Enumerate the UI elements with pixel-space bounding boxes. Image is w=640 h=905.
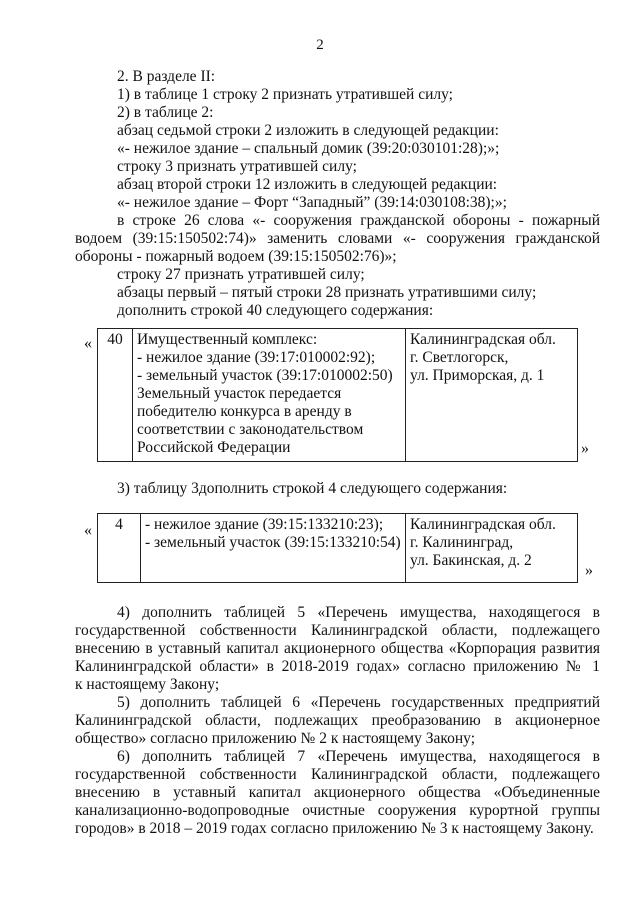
paragraph-line: 6) дополнить таблицей 7 «Перечень имущества, находящегося в bbox=[117, 748, 600, 765]
row-number: 4 bbox=[98, 514, 141, 583]
row-number: 40 bbox=[98, 329, 133, 462]
paragraph-line: 5) дополнить таблицей 6 «Перечень государственных предприятий bbox=[117, 694, 600, 711]
paragraph-line: внесению в уставный капитал акционерного общества «Объединенные bbox=[75, 784, 600, 801]
addr-line: Калининградская обл. bbox=[410, 331, 556, 348]
text-line: 2) в таблице 2: bbox=[117, 104, 214, 121]
paragraph-line: к настоящему Закону; bbox=[75, 676, 220, 693]
text-line: «- нежилое здание – спальный домик (39:20:030101:28);»; bbox=[117, 140, 500, 157]
text-line: абзацы первый – пятый строки 28 признать утратившими силу; bbox=[117, 284, 537, 301]
text-line: строку 27 признать утратившей силу; bbox=[117, 266, 365, 283]
desc-line: Российской Федерации bbox=[137, 439, 291, 456]
desc-line: Имущественный комплекс: bbox=[137, 331, 318, 348]
desc-line: соответствии с законодательством bbox=[137, 421, 364, 438]
open-quote: « bbox=[84, 522, 92, 539]
addr-line: ул. Приморская, д. 1 bbox=[410, 367, 545, 384]
paragraph-line: водоем (39:15:150502:74)» заменить словами «- сооружения гражданской bbox=[75, 230, 600, 247]
text-line: строку 3 признать утратившей силу; bbox=[117, 158, 357, 175]
text-line: 1) в таблице 1 строку 2 признать утратившей силу; bbox=[117, 86, 453, 103]
paragraph-line: в строке 26 слова «- сооружения гражданской обороны - пожарный bbox=[117, 212, 600, 229]
paragraph-line: обороны - пожарный водоем (39:15:150502:76)»; bbox=[75, 248, 397, 265]
paragraph-line: городов» в 2018 – 2019 годах согласно приложению № 3 к настоящему Закону. bbox=[75, 820, 594, 837]
text-line: 2. В разделе II: bbox=[117, 68, 216, 85]
desc-line: - нежилое здание (39:17:010002:92); bbox=[137, 349, 376, 366]
text-line: «- нежилое здание – Форт “Западный” (39:14:030108:38);»; bbox=[117, 194, 507, 211]
addr-line: г. Светлогорск, bbox=[410, 349, 509, 366]
desc-line: - земельный участок (39:15:133210:54) bbox=[145, 534, 401, 551]
paragraph-line: государственной собственности Калининградской области, подлежащего bbox=[75, 622, 600, 639]
open-quote: « bbox=[84, 335, 92, 352]
desc-line: - нежилое здание (39:15:133210:23); bbox=[145, 516, 384, 533]
paragraph-line: внесению в уставный капитал акционерного общества «Корпорация развития bbox=[75, 640, 600, 657]
row-address bbox=[406, 514, 578, 583]
table-row-40 bbox=[97, 328, 578, 462]
paragraph-line: Калининградской области» в 2018-2019 годах» согласно приложению № 1 bbox=[75, 658, 600, 675]
addr-line: г. Калининград, bbox=[410, 534, 514, 551]
row-description bbox=[141, 514, 406, 583]
paragraph-line: государственной собственности Калининградской области, подлежащего bbox=[75, 766, 600, 783]
paragraph-line: Калининградской области, подлежащих преобразованию в акционерное bbox=[75, 712, 600, 729]
addr-line: ул. Бакинская, д. 2 bbox=[410, 552, 532, 569]
row-address bbox=[406, 329, 578, 462]
addr-line: Калининградская обл. bbox=[410, 516, 556, 533]
desc-line: победителю конкурса в аренду в bbox=[137, 403, 352, 420]
desc-line: - земельный участок (39:17:010002:50) bbox=[137, 367, 393, 384]
text-line: дополнить строкой 40 следующего содержания: bbox=[117, 302, 434, 319]
close-quote: » bbox=[581, 440, 589, 457]
text-line: 3) таблицу 3дополнить строкой 4 следующего содержания: bbox=[117, 480, 508, 497]
close-quote: » bbox=[585, 562, 593, 579]
page-number: 2 bbox=[316, 37, 324, 53]
paragraph-line: канализационно-водопроводные очистные сооружения курортной группы bbox=[75, 802, 600, 819]
text-line: абзац седьмой строки 2 изложить в следующей редакции: bbox=[117, 122, 499, 139]
paragraph-line: общество» согласно приложению № 2 к настоящему Закону; bbox=[75, 730, 475, 747]
table-row-4 bbox=[97, 513, 578, 583]
paragraph-line: 4) дополнить таблицей 5 «Перечень имущества, находящегося в bbox=[117, 604, 600, 621]
desc-line: Земельный участок передается bbox=[137, 385, 342, 402]
row-description bbox=[133, 329, 406, 462]
text-line: абзац второй строки 12 изложить в следующей редакции: bbox=[117, 176, 498, 193]
